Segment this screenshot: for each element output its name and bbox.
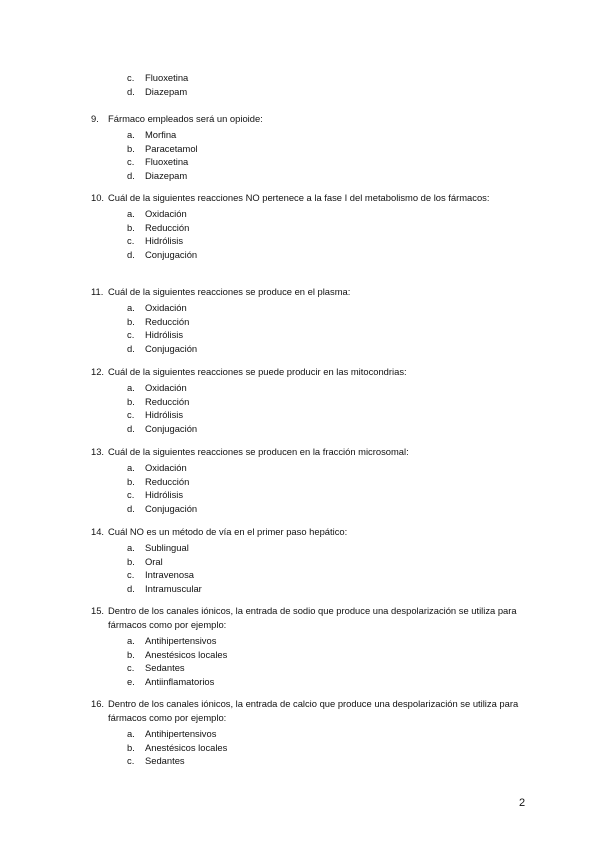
question-15 [91, 604, 531, 688]
option-text: Sedantes [145, 755, 185, 766]
option-letter: d. [127, 342, 135, 354]
question-text: Cuál de la siguientes reacciones se puede producir en las mitocondrias: [108, 366, 407, 377]
question-text: Dentro de los canales iónicos, la entrada de sodio que produce una despolarización se utiliza para fármacos como por ejemplo: [108, 605, 517, 630]
option-text: Hidrólisis [145, 329, 184, 340]
option-letter: d. [127, 422, 135, 434]
option-text: Oxidación [145, 382, 187, 393]
question-text: Cuál de la siguientes reacciones se producen en la fracción microsomal: [108, 446, 409, 457]
question-text: Cuál de la siguientes reacciones NO pertenece a la fase I del metabolismo de los fármacos: [108, 192, 490, 203]
option-text: Oral [145, 555, 163, 567]
option-letter: c. [127, 329, 135, 340]
option-c [91, 754, 531, 768]
option-text: Anestésicos locales [145, 648, 228, 660]
option-a [91, 207, 531, 221]
option-text: Fluoxetina [145, 72, 189, 83]
option-letter: c. [127, 409, 135, 420]
options-list [91, 634, 531, 688]
question-16 [91, 697, 531, 768]
option-text: Morfina [145, 129, 177, 140]
option-b [91, 221, 531, 235]
question-stem [91, 285, 531, 299]
question-12 [91, 365, 531, 435]
option-a [91, 128, 531, 142]
option-b [91, 475, 531, 489]
option-text: Conjugación [145, 248, 198, 260]
question-stem [91, 445, 531, 459]
option-text: Antihipertensivos [145, 635, 217, 646]
option-text: Oxidación [145, 302, 187, 313]
option-letter: a. [127, 382, 135, 393]
option-text: Hidrólisis [145, 489, 184, 500]
page-number: 2 [519, 797, 526, 809]
option-b [91, 315, 531, 329]
option-letter: c. [127, 156, 135, 167]
option-letter: c. [127, 72, 135, 83]
option-letter: d. [127, 169, 135, 181]
option-letter: c. [127, 235, 135, 246]
option-letter: b. [127, 315, 135, 327]
option-e [91, 675, 531, 689]
option-c [91, 661, 531, 675]
option-text: Conjugación [145, 342, 198, 354]
option-letter: c. [127, 489, 135, 500]
question-number: 10. [91, 192, 105, 203]
option-letter: b. [127, 395, 135, 407]
options-list [91, 128, 531, 182]
option-letter: c. [127, 662, 135, 673]
question-9 [91, 112, 531, 182]
option-text: Hidrólisis [145, 409, 184, 420]
option-text: Reducción [145, 475, 190, 487]
option-letter: c. [127, 755, 135, 766]
options-list [91, 71, 531, 98]
option-letter: b. [127, 648, 135, 660]
question-stem [91, 365, 531, 379]
option-letter: b. [127, 142, 135, 154]
option-text: Conjugación [145, 502, 198, 514]
question-stem [91, 525, 531, 539]
option-c [91, 71, 531, 85]
option-text: Intramuscular [145, 582, 202, 594]
option-d [91, 85, 531, 99]
question-text: Cuál NO es un método de vía en el primer paso hepático: [108, 526, 348, 537]
option-a [91, 461, 531, 475]
question-number: 15. [91, 605, 105, 616]
option-text: Conjugación [145, 422, 198, 434]
option-text: Sublingual [145, 542, 189, 553]
question-13 [91, 445, 531, 515]
option-text: Antiinflamatorios [145, 675, 215, 687]
option-d [91, 422, 531, 436]
question-number: 14. [91, 526, 105, 537]
options-list [91, 207, 531, 261]
option-b [91, 741, 531, 755]
option-letter: a. [127, 542, 135, 553]
question-number: 16. [91, 698, 105, 709]
option-c [91, 568, 531, 582]
option-letter: d. [127, 248, 135, 260]
option-text: Oxidación [145, 462, 187, 473]
option-text: Paracetamol [145, 142, 198, 154]
question-text: Fármaco empleados será un opioide: [108, 113, 263, 124]
option-letter: b. [127, 221, 135, 233]
option-letter: e. [127, 675, 135, 687]
option-letter: d. [127, 85, 135, 97]
question-stem [91, 112, 531, 126]
option-text: Antihipertensivos [145, 728, 217, 739]
options-list [91, 461, 531, 515]
option-c [91, 328, 531, 342]
question-10 [91, 191, 531, 261]
question-number: 13. [91, 446, 105, 457]
option-a [91, 541, 531, 555]
option-letter: a. [127, 728, 135, 739]
option-letter: a. [127, 208, 135, 219]
option-d [91, 248, 531, 262]
question-text: Dentro de los canales iónicos, la entrada de calcio que produce una despolarización se utiliza para fármacos como por ejemplo: [108, 698, 519, 723]
option-letter: a. [127, 462, 135, 473]
option-text: Diazepam [145, 169, 188, 181]
option-c [91, 488, 531, 502]
option-c [91, 234, 531, 248]
option-letter: b. [127, 741, 135, 753]
option-c [91, 155, 531, 169]
option-d [91, 502, 531, 516]
option-d [91, 342, 531, 356]
option-letter: d. [127, 502, 135, 514]
option-b [91, 142, 531, 156]
option-text: Reducción [145, 395, 190, 407]
option-letter: a. [127, 302, 135, 313]
option-letter: b. [127, 555, 135, 567]
option-b [91, 648, 531, 662]
option-text: Reducción [145, 315, 190, 327]
option-c [91, 408, 531, 422]
option-letter: b. [127, 475, 135, 487]
option-letter: a. [127, 635, 135, 646]
option-text: Diazepam [145, 85, 188, 97]
question-11 [91, 285, 531, 355]
option-d [91, 169, 531, 183]
option-a [91, 727, 531, 741]
continuation-options [91, 71, 531, 98]
option-a [91, 634, 531, 648]
question-text: Cuál de la siguientes reacciones se produce en el plasma: [108, 286, 351, 297]
options-list [91, 381, 531, 435]
question-number: 9. [91, 113, 99, 124]
option-letter: a. [127, 129, 135, 140]
option-text: Oxidación [145, 208, 187, 219]
option-a [91, 301, 531, 315]
question-stem [91, 697, 531, 725]
option-text: Intravenosa [145, 569, 194, 580]
option-a [91, 381, 531, 395]
option-text: Anestésicos locales [145, 741, 228, 753]
option-letter: d. [127, 582, 135, 594]
question-stem [91, 604, 531, 632]
option-text: Sedantes [145, 662, 185, 673]
question-14 [91, 525, 531, 595]
question-number: 12. [91, 366, 105, 377]
options-list [91, 541, 531, 595]
option-letter: c. [127, 569, 135, 580]
option-d [91, 582, 531, 596]
options-list [91, 301, 531, 355]
option-text: Hidrólisis [145, 235, 184, 246]
question-stem [91, 191, 531, 205]
option-text: Fluoxetina [145, 156, 189, 167]
question-number: 11. [91, 286, 104, 297]
option-b [91, 555, 531, 569]
options-list [91, 727, 531, 768]
option-text: Reducción [145, 221, 190, 233]
option-b [91, 395, 531, 409]
